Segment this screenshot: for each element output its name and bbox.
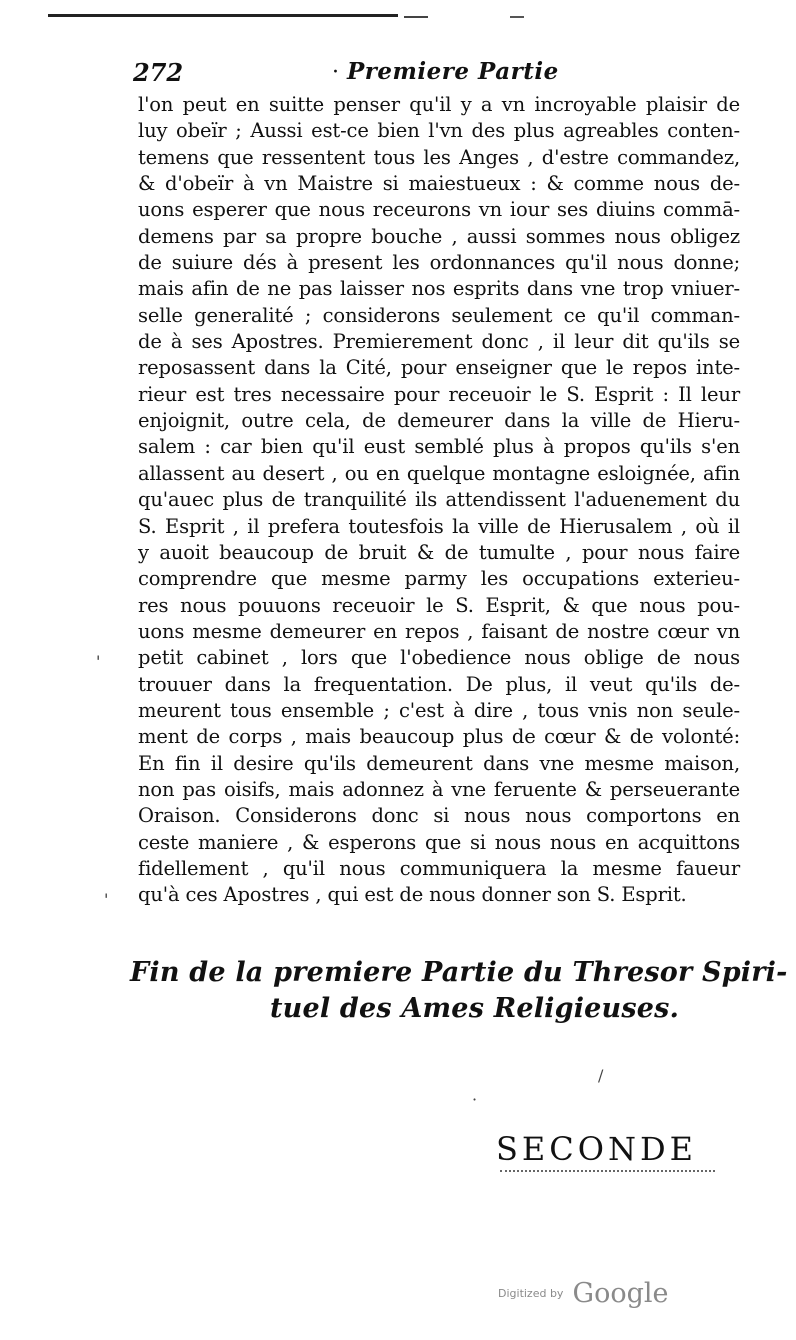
text-line: qu'à ces Apostres , qui est de nous donner son S. Esprit. <box>138 883 687 907</box>
running-head: Premiere Partie <box>347 58 559 85</box>
text-line: fidellement , qu'il nous communiquera la mesme faueur <box>138 856 740 880</box>
digitized-watermark <box>498 1278 669 1309</box>
text-line: salem : car bien qu'il eust semblé plus à propos qu'ils s'en <box>138 435 740 459</box>
text-line: comprendre que mesme parmy les occupations exterieu- <box>138 567 740 591</box>
conclusion-line: tuel des Ames Religieuses. <box>270 993 680 1024</box>
stray-mark: / <box>598 1066 604 1085</box>
text-line: res nous pouuons receuoir le S. Esprit, & que nous pou- <box>138 593 740 617</box>
text-line: ment de corps , mais beaucoup plus de cœur & de volonté: <box>138 725 740 749</box>
body-text <box>138 92 740 909</box>
google-logo: Google <box>572 1278 669 1309</box>
text-line: l'on peut en suitte penser qu'il y a vn incroyable plaisir de <box>138 93 740 116</box>
text-line: ceste maniere , & esperons que si nous nous en acquittons <box>138 830 740 854</box>
text-line: temens que ressentent tous les Anges , d'estre commandez, <box>138 145 740 169</box>
text-line: uons esperer que nous receurons vn iour ses diuins commā- <box>138 198 740 222</box>
text-line: de à ses Apostres. Premierement donc , il leur dit qu'ils se <box>138 330 740 354</box>
text-line: allassent au desert , ou en quelque montagne esloignée, afin <box>138 461 740 485</box>
watermark-prefix: Digitized by <box>498 1287 564 1300</box>
text-line: qu'auec plus de tranquilité ils attendissent l'aduenement du <box>138 488 740 512</box>
catchword: SECONDE <box>496 1130 698 1168</box>
top-dash <box>510 16 524 18</box>
text-line: de suiure dés à present les ordonnances qu'il nous donne; <box>138 251 740 275</box>
catchword-underline <box>500 1170 715 1174</box>
margin-mark: ' <box>104 890 109 909</box>
text-line: petit cabinet , lors que l'obedience nous oblige de nous <box>138 646 740 670</box>
text-line: mais afin de ne pas laisser nos esprits dans vne trop vniuer- <box>138 277 740 301</box>
text-line: S. Esprit , il prefera toutesfois la ville de Hierusalem , où il <box>138 514 740 538</box>
conclusion-line: Fin de la premiere Partie du Thresor Spiri- <box>130 957 788 988</box>
page-header <box>125 58 745 92</box>
text-line: luy obeïr ; Aussi est-ce bien l'vn des plus agreables conten- <box>138 119 740 143</box>
text-line: demens par sa propre bouche , aussi sommes nous obligez <box>138 224 740 248</box>
header-separator: · <box>332 60 339 85</box>
conclusion <box>130 955 788 1027</box>
text-line: meurent tous ensemble ; c'est à dire , tous vnis non seule- <box>138 698 740 722</box>
text-line: y auoit beaucoup de bruit & de tumulte , pour nous faire <box>138 540 740 564</box>
text-line: non pas oisifs, mais adonnez à vne feruente & perseuerante <box>138 777 740 801</box>
stray-mark: · <box>472 1090 478 1109</box>
text-line: selle generalité ; considerons seulement ce qu'il comman- <box>138 303 740 327</box>
text-line: rieur est tres necessaire pour receuoir le S. Esprit : Il leur <box>138 382 740 406</box>
page-number: 272 <box>133 58 184 87</box>
text-line: reposassent dans la Cité, pour enseigner que le repos inte- <box>138 356 740 380</box>
text-line: Oraison. Considerons donc si nous nous comportons en <box>138 804 740 828</box>
text-line: uons mesme demeurer en repos , faisant de nostre cœur vn <box>138 619 740 643</box>
top-rule <box>48 14 398 17</box>
text-line: trouuer dans la frequentation. De plus, il veut qu'ils de- <box>138 672 740 696</box>
top-rule-fragment <box>404 16 428 18</box>
text-line: & d'obeïr à vn Maistre si maiestueux : & comme nous de- <box>138 172 740 196</box>
margin-mark: ' <box>96 652 101 671</box>
text-line: En fin il desire qu'ils demeurent dans vne mesme maison, <box>138 751 740 775</box>
text-line: enjoignit, outre cela, de demeurer dans la ville de Hieru- <box>138 409 740 433</box>
